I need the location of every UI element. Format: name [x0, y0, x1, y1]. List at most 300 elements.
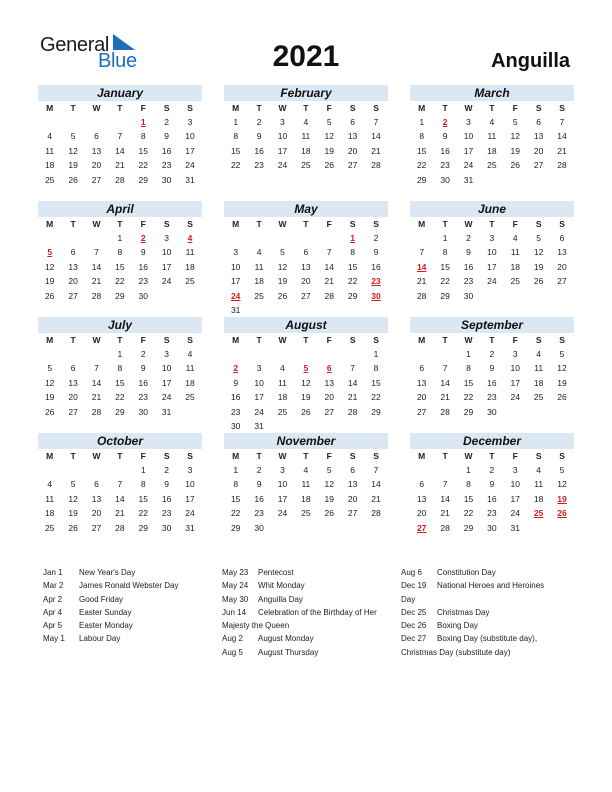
day-cell: 27: [68, 406, 78, 417]
day-cell: 20: [68, 276, 78, 287]
day-cell: 2: [256, 117, 262, 127]
day-cell: 26: [533, 276, 544, 287]
day-cell: 17: [230, 276, 241, 287]
day-cell: 10: [185, 131, 195, 142]
week-row: [38, 390, 202, 404]
holiday-date: 24: [230, 290, 241, 301]
day-cell: 13: [557, 247, 567, 258]
day-cell: 20: [347, 145, 358, 156]
weekday-label: S: [163, 335, 170, 345]
day-cell: 5: [326, 117, 332, 127]
month-header: January: [38, 85, 202, 101]
week-row: [224, 129, 388, 143]
weekday-label: S: [559, 451, 565, 461]
day-cell: 9: [140, 247, 146, 258]
weekday-label: W: [464, 335, 473, 345]
day-cell: 15: [416, 145, 427, 156]
day-cell: 30: [487, 406, 497, 417]
day-cell: 16: [487, 377, 497, 388]
holiday-date: 19: [557, 493, 567, 504]
week-row: [410, 390, 574, 404]
day-cell: 23: [161, 508, 172, 519]
day-cell: 2: [140, 349, 146, 359]
day-cell: 11: [185, 247, 195, 258]
day-cell: 6: [419, 479, 425, 490]
day-cell: 5: [512, 117, 518, 127]
day-cell: 18: [254, 276, 264, 287]
holiday-date: 14: [416, 261, 427, 272]
week-row: [224, 405, 388, 419]
day-cell: [61, 231, 84, 245]
day-cell: 3: [280, 465, 285, 475]
day-cell: 9: [442, 131, 448, 142]
day-cell: 26: [324, 160, 334, 171]
week-row: [38, 289, 202, 303]
day-cell: [38, 463, 61, 477]
day-cell: 31: [463, 174, 474, 185]
holiday-entry: [43, 632, 178, 645]
holiday-date: 26: [557, 508, 567, 519]
holiday-entry: [43, 593, 178, 606]
day-cell: 6: [350, 465, 356, 475]
day-cell: 19: [324, 145, 334, 156]
day-cell: 11: [254, 261, 264, 272]
weekday-label: W: [278, 451, 287, 461]
weekday-label: M: [46, 335, 54, 345]
day-cell: 20: [557, 261, 567, 272]
day-cell: 20: [416, 392, 427, 403]
day-cell: 22: [463, 508, 474, 519]
holiday-column: [401, 566, 544, 659]
day-cell: [61, 463, 84, 477]
day-cell: 14: [440, 493, 450, 504]
day-cell: 25: [301, 160, 311, 171]
day-cell: 6: [70, 363, 76, 374]
day-cell: 7: [373, 465, 379, 475]
holiday-entry-name: Celebration of the Birthday of Her: [258, 607, 377, 617]
day-cell: [527, 173, 550, 187]
weekday-label: T: [117, 451, 123, 461]
day-cell: 15: [138, 493, 148, 504]
day-cell: 30: [440, 174, 450, 185]
holiday-date: 23: [371, 276, 381, 287]
day-cell: 1: [117, 349, 123, 359]
day-cell: 15: [463, 493, 474, 504]
week-row: [224, 144, 388, 158]
weekday-label: T: [70, 103, 76, 113]
weekday-label: T: [70, 451, 76, 461]
day-cell: 28: [440, 522, 450, 533]
holiday-entry: [222, 632, 377, 645]
weekday-label: T: [442, 451, 448, 461]
holiday-entry-date: Dec 27: [401, 634, 427, 644]
day-cell: [480, 173, 503, 187]
weekday-label: T: [442, 103, 448, 113]
holiday-entry: [222, 619, 377, 632]
day-cell: 4: [489, 117, 495, 127]
day-cell: 8: [117, 247, 123, 258]
week-row: [224, 115, 388, 129]
day-cell: 19: [533, 261, 544, 272]
day-cell: 18: [533, 377, 544, 388]
day-cell: 9: [140, 363, 146, 374]
weekday-header-row: [38, 101, 202, 115]
day-cell: 1: [466, 349, 471, 359]
day-cell: [364, 419, 387, 433]
weekday-label: M: [46, 103, 54, 113]
day-cell: 14: [324, 261, 334, 272]
day-cell: 11: [301, 479, 311, 490]
day-cell: 16: [138, 377, 148, 388]
month-header: February: [224, 85, 388, 101]
day-cell: 7: [117, 479, 123, 490]
month-january: [38, 85, 202, 187]
day-cell: 19: [68, 160, 78, 171]
day-cell: 7: [94, 247, 99, 258]
holiday-entry-date: Jun 14: [222, 607, 247, 617]
day-cell: 9: [489, 363, 495, 374]
day-cell: 13: [533, 131, 544, 142]
calendar-year: 2021: [272, 40, 340, 73]
weekday-label: T: [70, 335, 76, 345]
day-cell: 24: [487, 276, 497, 287]
month-june: [410, 201, 574, 303]
day-cell: [85, 231, 108, 245]
day-cell: 4: [280, 363, 285, 374]
holiday-date: 6: [326, 363, 332, 374]
weekday-label: M: [232, 335, 240, 345]
week-row: [38, 405, 202, 419]
day-cell: 10: [161, 363, 172, 374]
weekday-label: M: [46, 219, 54, 229]
week-row: [224, 492, 388, 506]
day-cell: 13: [91, 493, 102, 504]
week-row: [410, 521, 574, 535]
week-row: [410, 144, 574, 158]
weekday-label: F: [326, 451, 332, 461]
day-cell: [433, 463, 456, 477]
week-row: [410, 361, 574, 375]
day-cell: 2: [164, 117, 170, 127]
holiday-entry-date: Apr 4: [43, 607, 63, 617]
day-cell: 16: [138, 261, 148, 272]
day-cell: 19: [44, 392, 55, 403]
weekday-label: M: [418, 219, 426, 229]
day-cell: 22: [347, 276, 358, 287]
holiday-entry-name: Christmas Day (substitute day): [401, 647, 511, 657]
day-cell: 15: [138, 145, 148, 156]
weekday-label: T: [117, 103, 123, 113]
weekday-label: T: [256, 103, 262, 113]
holiday-entry-date: Dec 25: [401, 607, 427, 617]
weekday-label: T: [117, 335, 123, 345]
week-row: [410, 405, 574, 419]
day-cell: [527, 405, 550, 419]
day-cell: 16: [440, 145, 450, 156]
day-cell: 30: [161, 522, 172, 533]
weekday-label: F: [512, 219, 518, 229]
day-cell: 16: [487, 493, 497, 504]
weekday-label: F: [140, 219, 146, 229]
month-header: November: [224, 433, 388, 449]
week-row: [410, 129, 574, 143]
holiday-entry: [43, 619, 178, 632]
month-december: [410, 433, 574, 535]
week-row: [410, 347, 574, 361]
weekday-label: F: [512, 451, 518, 461]
holiday-entry: [222, 593, 377, 606]
day-cell: 28: [371, 160, 381, 171]
day-cell: 5: [70, 131, 76, 142]
holiday-column: [43, 566, 178, 646]
weekday-label: W: [278, 103, 287, 113]
week-row: [224, 231, 388, 245]
week-row: [224, 289, 388, 303]
weekday-label: T: [303, 103, 309, 113]
day-cell: 3: [256, 363, 262, 374]
weekday-label: W: [92, 103, 101, 113]
day-cell: 9: [466, 247, 471, 258]
week-row: [224, 303, 388, 317]
month-header: March: [410, 85, 574, 101]
day-cell: 13: [324, 377, 334, 388]
day-cell: 22: [440, 276, 450, 287]
weekday-label: T: [303, 335, 309, 345]
day-cell: 15: [115, 261, 125, 272]
day-cell: 10: [185, 479, 195, 490]
day-cell: 27: [416, 406, 427, 417]
day-cell: 5: [536, 233, 542, 243]
day-cell: 25: [533, 392, 544, 403]
day-cell: 27: [68, 290, 78, 301]
weekday-label: F: [140, 451, 146, 461]
day-cell: 26: [44, 290, 55, 301]
day-cell: 20: [91, 508, 102, 519]
day-cell: 19: [68, 508, 78, 519]
weekday-label: M: [232, 219, 240, 229]
day-cell: 8: [117, 363, 123, 374]
weekday-label: S: [559, 103, 565, 113]
day-cell: 13: [68, 377, 78, 388]
day-cell: 20: [416, 508, 427, 519]
weekday-label: F: [512, 103, 518, 113]
week-row: [410, 477, 574, 491]
day-cell: 6: [559, 233, 565, 243]
weekday-label: W: [92, 335, 101, 345]
week-row: [38, 521, 202, 535]
week-row: [224, 376, 388, 390]
weekday-label: T: [489, 219, 495, 229]
day-cell: 29: [463, 406, 474, 417]
day-cell: 26: [44, 406, 55, 417]
day-cell: 6: [536, 117, 542, 127]
day-cell: 25: [185, 276, 195, 287]
weekday-label: F: [326, 335, 332, 345]
day-cell: [38, 231, 61, 245]
holiday-date: 4: [187, 233, 193, 243]
day-cell: 14: [115, 145, 125, 156]
weekday-label: S: [187, 451, 193, 461]
holiday-column: [222, 566, 377, 659]
day-cell: 10: [510, 479, 520, 490]
day-cell: 12: [557, 363, 567, 374]
weekday-label: S: [349, 451, 356, 461]
day-cell: 18: [44, 160, 55, 171]
day-cell: 23: [138, 392, 148, 403]
day-cell: 8: [466, 363, 471, 374]
weekday-label: S: [163, 103, 170, 113]
day-cell: 15: [230, 493, 241, 504]
day-cell: 7: [117, 131, 123, 142]
day-cell: 8: [140, 479, 146, 490]
day-cell: 24: [277, 508, 288, 519]
day-cell: 28: [440, 406, 450, 417]
day-cell: 10: [277, 131, 288, 142]
holiday-entry-date: Apr 2: [43, 594, 63, 604]
week-row: [410, 115, 574, 129]
week-row: [224, 506, 388, 520]
day-cell: 4: [256, 247, 262, 258]
month-july: [38, 317, 202, 419]
day-cell: 2: [489, 349, 495, 359]
day-cell: 6: [419, 363, 425, 374]
day-cell: 22: [115, 276, 125, 287]
weekday-label: F: [140, 103, 146, 113]
weekday-header-row: [38, 449, 202, 463]
week-row: [410, 173, 574, 187]
month-april: [38, 201, 202, 303]
day-cell: 13: [301, 261, 311, 272]
day-cell: 20: [347, 493, 358, 504]
holiday-entry-date: Aug 5: [222, 647, 243, 657]
day-cell: 15: [371, 377, 381, 388]
day-cell: [85, 347, 108, 361]
weekday-header-row: [38, 217, 202, 231]
day-cell: [527, 521, 550, 535]
weekday-label: S: [187, 335, 193, 345]
week-row: [38, 463, 202, 477]
day-cell: 7: [559, 117, 565, 127]
day-cell: [271, 419, 294, 433]
holiday-entry-date: Dec 26: [401, 621, 427, 631]
day-cell: 11: [45, 493, 55, 504]
holiday-date: 27: [416, 522, 427, 533]
day-cell: 19: [557, 377, 567, 388]
week-row: [224, 274, 388, 288]
holiday-entry: [222, 646, 377, 659]
day-cell: [108, 463, 131, 477]
day-cell: 17: [463, 145, 474, 156]
day-cell: 21: [371, 145, 381, 156]
day-cell: 24: [510, 508, 520, 519]
day-cell: 28: [371, 508, 381, 519]
day-cell: 4: [303, 465, 309, 475]
day-cell: 28: [324, 290, 334, 301]
day-cell: 30: [138, 406, 148, 417]
holiday-entry-name: National Heroes and Heroines: [437, 581, 545, 591]
day-cell: 2: [256, 465, 262, 475]
day-cell: 16: [161, 145, 172, 156]
month-september: [410, 317, 574, 419]
day-cell: 28: [115, 174, 125, 185]
day-cell: [318, 521, 341, 535]
weekday-label: M: [418, 103, 426, 113]
day-cell: [38, 347, 61, 361]
week-row: [38, 245, 202, 259]
holiday-entry: [401, 632, 544, 645]
day-cell: 21: [115, 508, 125, 519]
day-cell: 15: [463, 377, 474, 388]
holiday-entry-name: Boxing Day: [437, 621, 478, 631]
day-cell: 8: [350, 247, 356, 258]
month-header: June: [410, 201, 574, 217]
weekday-label: S: [373, 335, 379, 345]
holiday-entry: [43, 606, 178, 619]
day-cell: 26: [68, 522, 78, 533]
weekday-label: T: [256, 219, 262, 229]
holiday-entry-name: Day: [401, 594, 416, 604]
day-cell: 14: [347, 377, 358, 388]
day-cell: 29: [115, 290, 125, 301]
logo-text-blue: Blue: [98, 50, 137, 72]
week-row: [38, 231, 202, 245]
day-cell: 30: [487, 522, 497, 533]
day-cell: [38, 115, 61, 129]
holiday-entry-name: Easter Monday: [79, 621, 133, 631]
holiday-entry-date: Jan 1: [43, 568, 63, 577]
day-cell: [433, 347, 456, 361]
holiday-date: 30: [371, 290, 381, 301]
day-cell: 29: [371, 406, 381, 417]
day-cell: 12: [44, 261, 55, 272]
weekday-label: S: [373, 219, 379, 229]
day-cell: 3: [512, 349, 518, 359]
day-cell: 28: [416, 290, 427, 301]
day-cell: 2: [466, 233, 471, 243]
day-cell: [271, 303, 294, 317]
weekday-header-row: [410, 333, 574, 347]
day-cell: 8: [442, 247, 448, 258]
day-cell: 8: [140, 131, 146, 142]
day-cell: 16: [463, 261, 474, 272]
day-cell: 24: [277, 160, 288, 171]
day-cell: 20: [91, 160, 102, 171]
day-cell: 20: [324, 392, 334, 403]
day-cell: 6: [70, 247, 76, 258]
day-cell: 25: [44, 522, 55, 533]
week-row: [410, 245, 574, 259]
day-cell: 18: [185, 261, 195, 272]
weekday-label: W: [92, 219, 101, 229]
week-row: [38, 347, 202, 361]
weekday-label: T: [442, 219, 448, 229]
month-header: September: [410, 317, 574, 333]
day-cell: 12: [277, 261, 288, 272]
weekday-label: W: [278, 335, 287, 345]
day-cell: 9: [489, 479, 495, 490]
holiday-date: 2: [233, 363, 239, 374]
day-cell: 1: [117, 233, 123, 243]
day-cell: 12: [324, 131, 334, 142]
day-cell: 26: [324, 508, 334, 519]
day-cell: 29: [463, 522, 474, 533]
day-cell: [410, 347, 433, 361]
day-cell: 24: [161, 392, 172, 403]
day-cell: 18: [510, 261, 520, 272]
day-cell: 6: [350, 117, 356, 127]
weekday-label: T: [489, 335, 495, 345]
day-cell: 21: [91, 392, 102, 403]
